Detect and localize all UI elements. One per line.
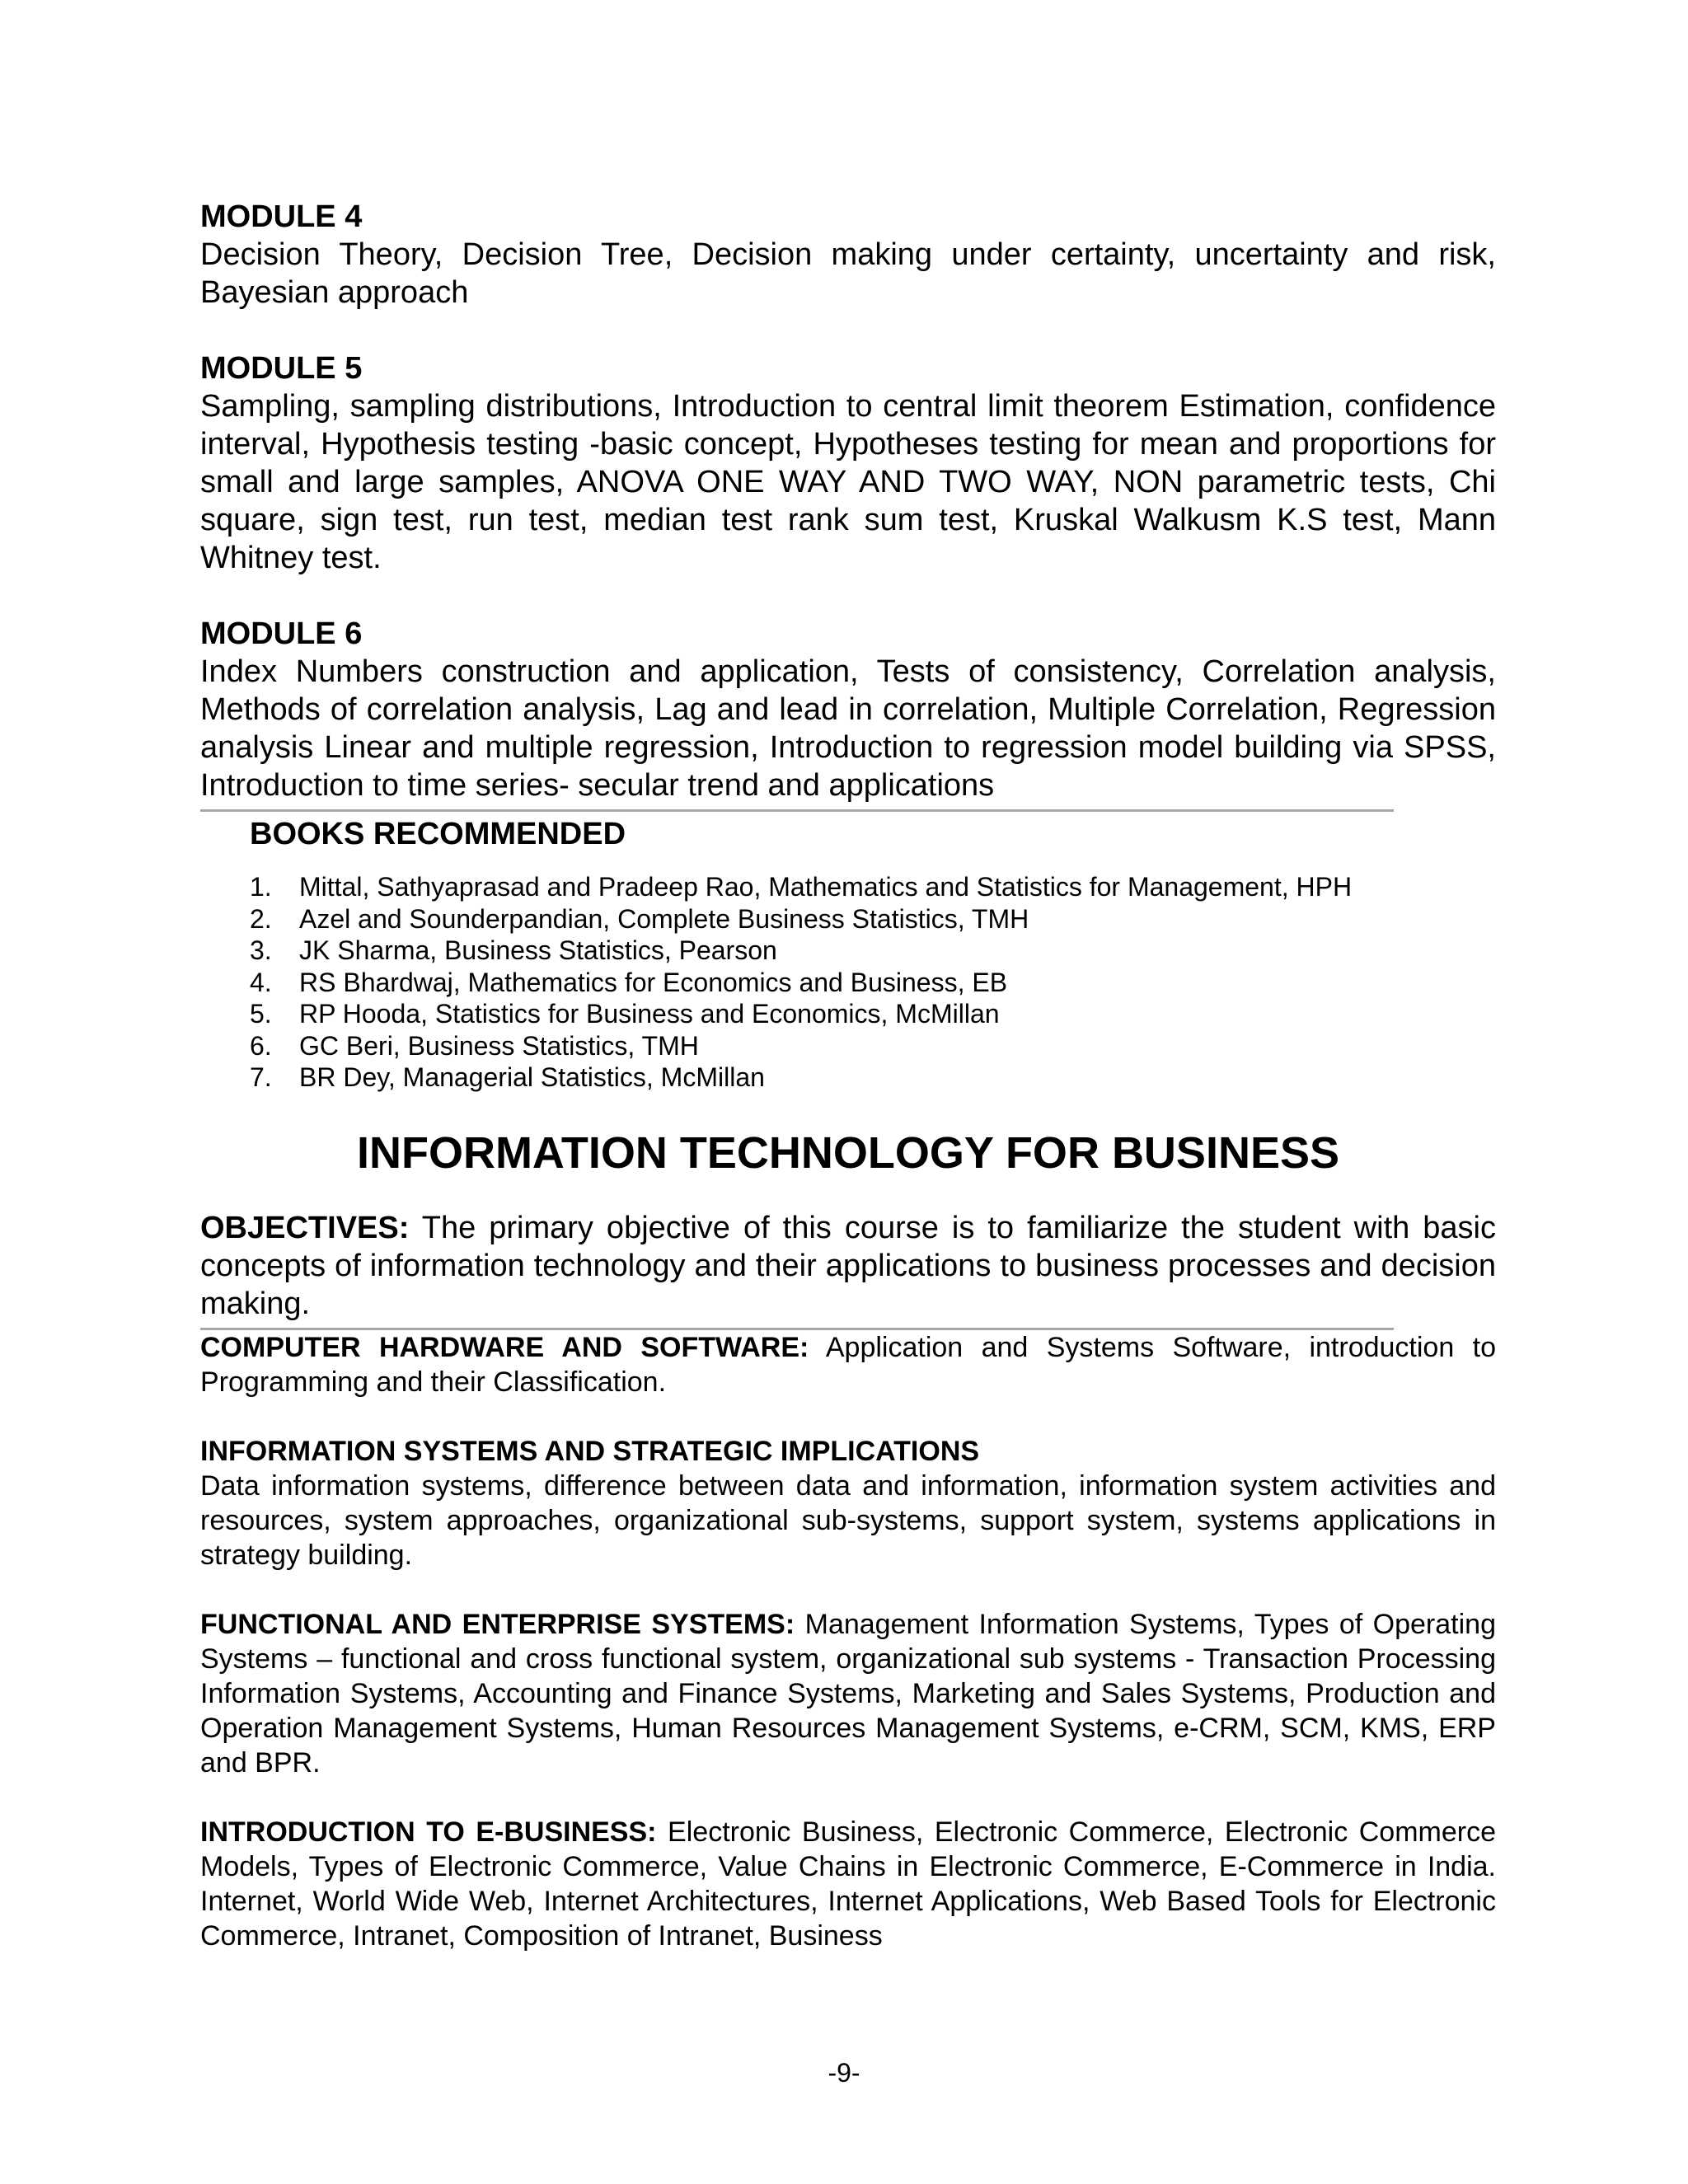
book-item: 2. Azel and Sounderpandian, Complete Business Statistics, TMH: [250, 903, 1029, 934]
ebusiness-text: Electronic Business, Electronic Commerce, Electronic Commerce Models, Types of Electronic Commerce, Value Chains in Electronic Commerce, E-Commerce in India. Internet, World Wide Web, Internet Architectures, Internet Applications, Web Based Tools for Electronic Commerce, Intranet, Composition of Intranet, Business: [200, 1816, 1497, 1952]
objectives-text: The primary objective of this course is to familiarize the student with basic concepts of information technology and their applications to business processes and decision making.: [200, 1210, 1496, 1321]
objectives-paragraph: [200, 1209, 1496, 1323]
section-divider: [200, 809, 1394, 812]
books-recommended-heading: BOOKS RECOMMENDED: [250, 817, 626, 851]
hardware-paragraph: [200, 1330, 1496, 1399]
module-4-heading: MODULE 4: [200, 199, 363, 234]
hardware-label: COMPUTER HARDWARE AND SOFTWARE:: [200, 1331, 809, 1363]
course-title: INFORMATION TECHNOLOGY FOR BUSINESS: [356, 1127, 1340, 1178]
page-number: -9-: [828, 2058, 860, 2088]
module-6-heading: MODULE 6: [200, 616, 363, 651]
book-item: 4. RS Bhardwaj, Mathematics for Economics and Business, EB: [250, 967, 1008, 997]
module-5-body: Sampling, sampling distributions, Introduction to central limit theorem Estimation, confidence interval, Hypothesis testing -basic concept, Hypotheses testing for mean and proportions for small and large samples, ANOVA ONE WAY AND TWO WAY, NON parametric tests, Chi square, sign test, run test, median test rank sum test, Kruskal Walkusm K.S test, Mann Whitney test.: [200, 389, 1496, 575]
infosys-heading: INFORMATION SYSTEMS AND STRATEGIC IMPLICATIONS: [200, 1435, 980, 1467]
infosys-text: Data information systems, difference between data and information, information system activities and resources, system approaches, organizational sub-systems, support system, systems applications in strategy building.: [200, 1469, 1496, 1571]
book-item: 6. GC Beri, Business Statistics, TMH: [250, 1030, 699, 1061]
module-4-body: Decision Theory, Decision Tree, Decision making under certainty, uncertainty and risk, Bayesian approach: [200, 237, 1496, 310]
objectives-label: OBJECTIVES:: [200, 1210, 410, 1245]
document-page: [200, 198, 1496, 1953]
module-5-heading: MODULE 5: [200, 351, 363, 386]
functional-text: Management Information Systems, Types of Operating Systems – functional and cross functional system, organizational sub systems - Transaction Processing Information Systems, Accounting and Finance Systems, Marketing and Sales Systems, Production and Operation Management Systems, Human Resources Management Systems, e-CRM, SCM, KMS, ERP and BPR.: [200, 1608, 1496, 1779]
module-6-body: Index Numbers construction and application, Tests of consistency, Correlation analysis, Methods of correlation analysis, Lag and lead in correlation, Multiple Correlation, Regression analysis Linear and multiple regression, Introduction to regression model building via SPSS, Introduction to time series- secular trend and applications: [200, 654, 1496, 803]
ebusiness-label: INTRODUCTION TO E-BUSINESS:: [200, 1816, 657, 1848]
book-item: 5. RP Hooda, Statistics for Business and Economics, McMillan: [250, 999, 1000, 1029]
book-item: 3. JK Sharma, Business Statistics, Pearson: [250, 935, 777, 965]
ebusiness-paragraph: [200, 1815, 1496, 1953]
functional-label: FUNCTIONAL AND ENTERPRISE SYSTEMS:: [200, 1608, 795, 1640]
book-list: [250, 871, 1496, 1094]
hardware-text: Application and Systems Software, introduction to Programming and their Classification.: [200, 1331, 1496, 1398]
book-item: 1. Mittal, Sathyaprasad and Pradeep Rao, Mathematics and Statistics for Management, HPH: [250, 872, 1353, 902]
book-item: 7. BR Dey, Managerial Statistics, McMillan: [250, 1062, 765, 1092]
functional-paragraph: [200, 1607, 1496, 1780]
